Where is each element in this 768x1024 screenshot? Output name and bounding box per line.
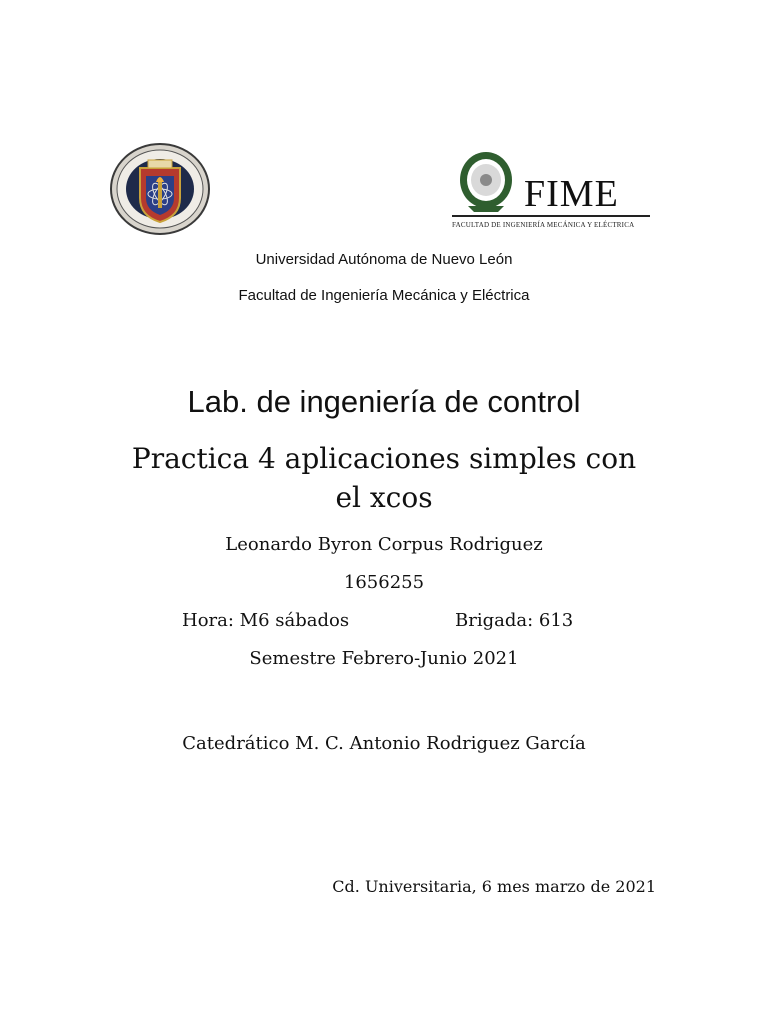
place-date: Cd. Universitaria, 6 mes marzo de 2021 [332,877,656,896]
student-name: Leonardo Byron Corpus Rodriguez [225,534,543,555]
fime-emblem-icon [458,150,514,212]
practice-title-line-2: el xcos [335,481,433,514]
student-id: 1656255 [343,572,425,593]
fime-wordmark: FIME [524,173,619,215]
fime-logo [446,148,654,234]
uanl-seal-icon [108,142,212,236]
course-title: Lab. de ingeniería de control [187,384,581,419]
semester: Semestre Febrero-Junio 2021 [249,648,519,669]
professor-line: Catedrático M. C. Antonio Rodriguez García [182,733,586,754]
fime-divider [452,215,650,217]
practice-title-line-1: Practica 4 aplicaciones simples con [131,442,637,475]
fime-subtitle: FACULTAD DE INGENIERÍA MECÁNICA Y ELÉCTRICA [452,221,635,229]
faculty-name: Facultad de Ingeniería Mecánica y Eléctrica [238,287,530,304]
schedule-brigada: Brigada: 613 [455,610,574,631]
university-name: Universidad Autónoma de Nuevo León [255,251,513,268]
schedule-hora: Hora: M6 sábados [182,610,350,631]
